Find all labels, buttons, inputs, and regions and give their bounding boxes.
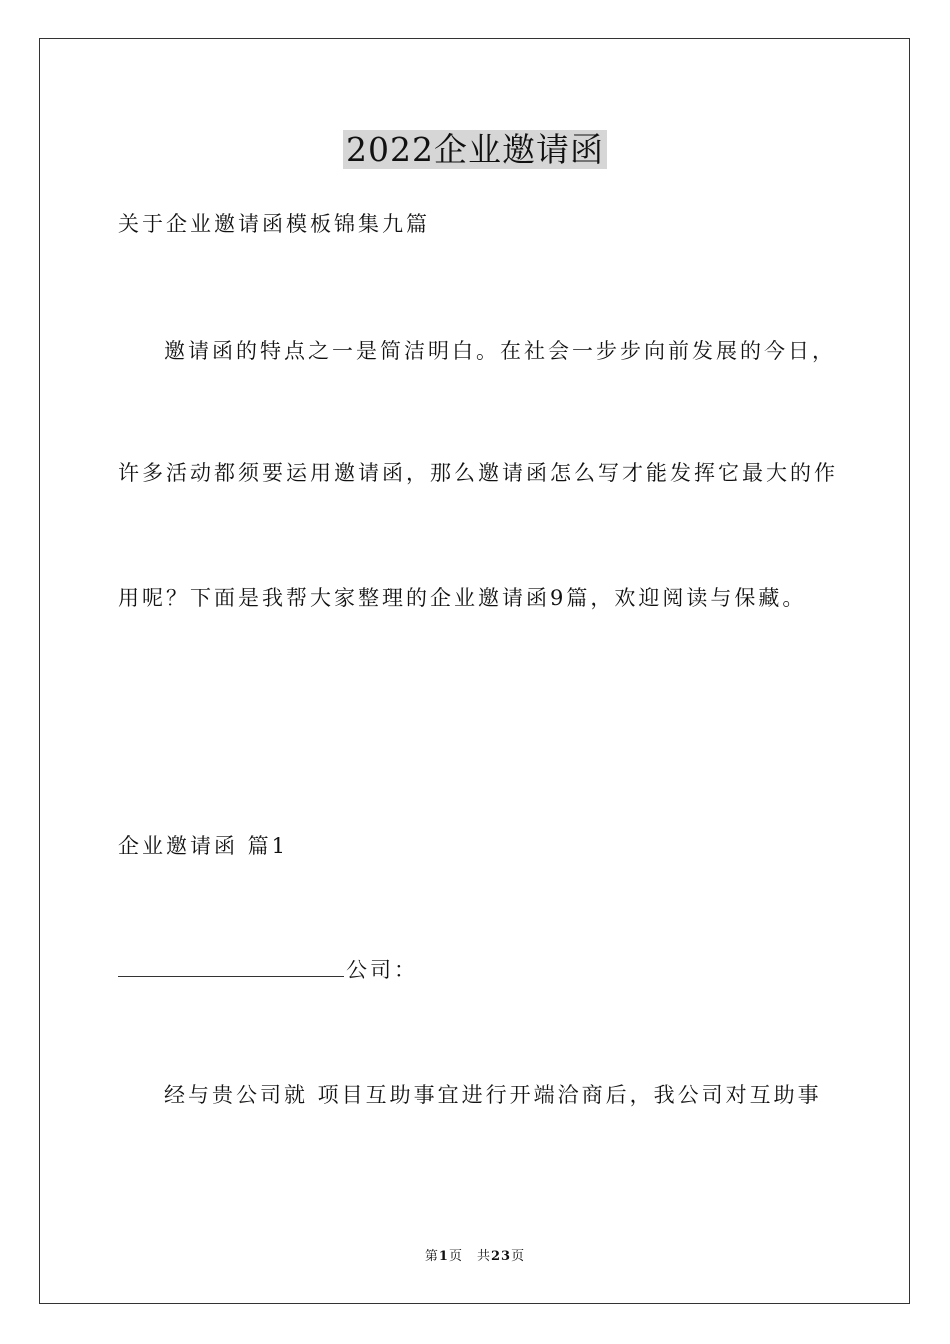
salutation-line bbox=[118, 955, 418, 985]
page-unit: 页 bbox=[448, 1249, 463, 1264]
page-total: 23 bbox=[490, 1249, 512, 1264]
section-heading: 企业邀请函 篇1 bbox=[118, 834, 289, 858]
intro-line-3: 用呢？下面是我帮大家整理的企业邀请函9篇，欢迎阅读与保藏。 bbox=[118, 586, 807, 610]
total-prefix: 共 bbox=[476, 1249, 491, 1264]
intro-line-2: 许多活动都须要运用邀请函，那么邀请函怎么写才能发挥它最大的作 bbox=[118, 461, 838, 485]
total-unit: 页 bbox=[511, 1249, 526, 1264]
intro-line-1: 邀请函的特点之一是简洁明白。在社会一步步向前发展的今日， bbox=[164, 339, 836, 363]
document-subtitle: 关于企业邀请函模板锦集九篇 bbox=[118, 212, 430, 236]
page-footer bbox=[0, 1248, 950, 1266]
page-prefix: 第 bbox=[424, 1249, 439, 1264]
company-name-blank bbox=[118, 956, 344, 977]
page-current: 1 bbox=[438, 1249, 449, 1264]
body-line-1: 经与贵公司就 项目互助事宜进行开端洽商后，我公司对互助事 bbox=[164, 1083, 822, 1107]
salutation-suffix: 公司： bbox=[346, 958, 418, 982]
document-title-text: 2022企业邀请函 bbox=[343, 130, 607, 169]
document-title bbox=[0, 128, 950, 172]
